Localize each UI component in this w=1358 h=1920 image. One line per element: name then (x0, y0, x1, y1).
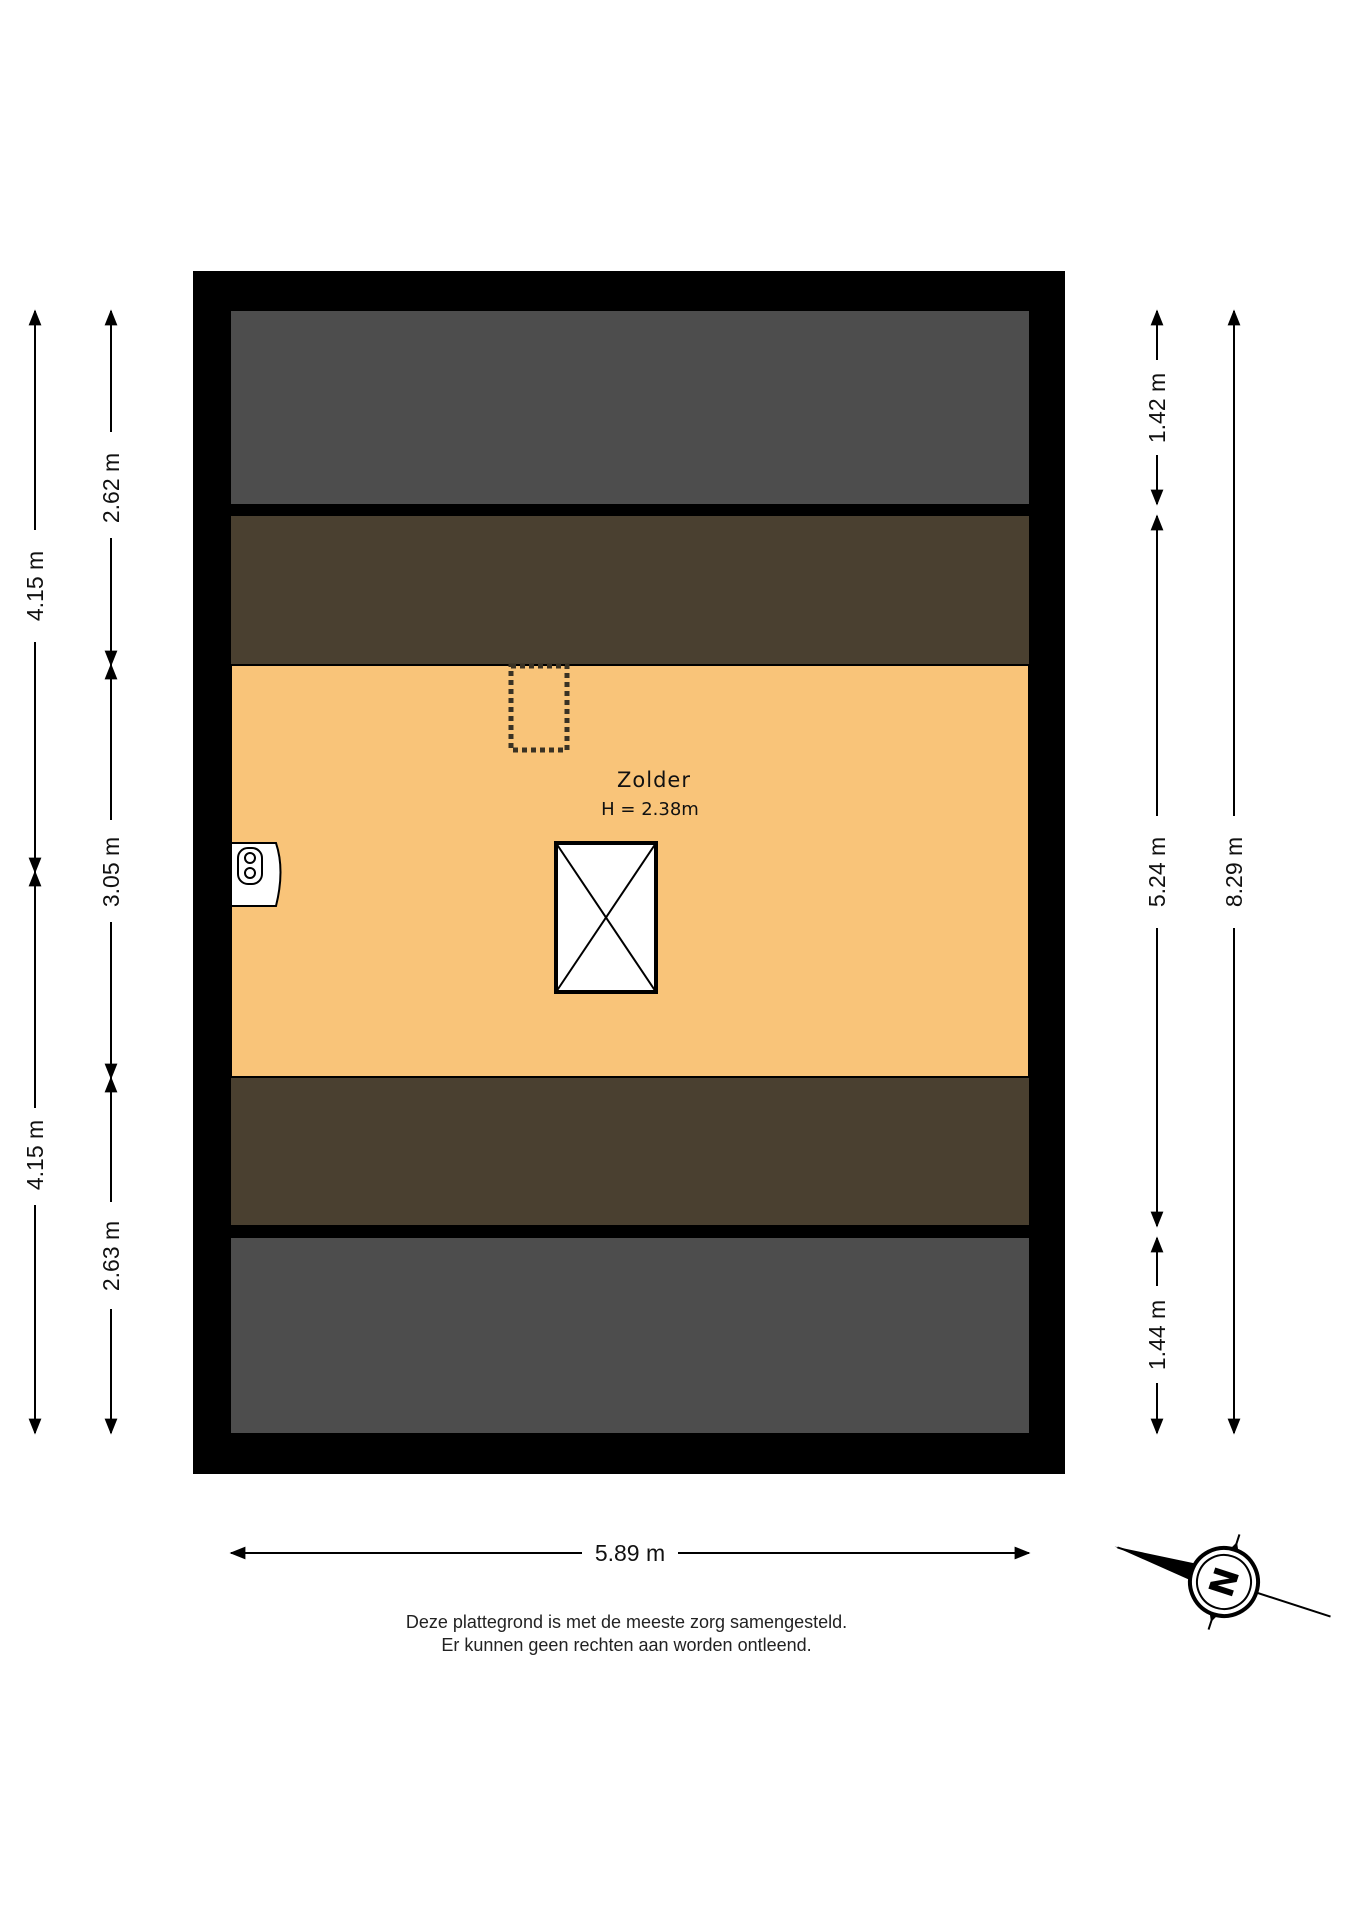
dimension-left-outer (22, 311, 48, 1433)
dimension-left-inner (98, 311, 124, 1433)
dim-right-outer-total: 8.29 m (1221, 836, 1247, 908)
roof-zone-bottom (231, 1238, 1029, 1433)
room-height: H = 2.38m (601, 799, 699, 820)
room-name: Zolder (617, 768, 691, 792)
dim-left-outer-top: 4.15 m (22, 550, 48, 622)
compass-label: N (1201, 1562, 1249, 1603)
dim-right-inner-top: 1.42 m (1144, 372, 1170, 444)
roof-slope-top (231, 516, 1029, 665)
dim-bottom-width: 5.89 m (594, 1540, 666, 1566)
disclaimer-line-2: Er kunnen geen rechten aan worden ontleend. (441, 1635, 812, 1655)
boiler-icon (231, 843, 281, 906)
dim-left-inner-top: 2.62 m (98, 452, 124, 524)
dimension-right-inner (1144, 311, 1170, 1433)
dim-right-inner-middle: 5.24 m (1144, 836, 1170, 908)
roof-zone-top (231, 311, 1029, 504)
dimension-right-outer (1221, 311, 1247, 1433)
disclaimer-line-1: Deze plattegrond is met de meeste zorg samengesteld. (405, 1612, 848, 1632)
stair-opening (556, 843, 656, 992)
dim-right-inner-bottom: 1.44 m (1144, 1299, 1170, 1371)
roof-slope-bottom (231, 1078, 1029, 1225)
dim-left-inner-bottom: 2.63 m (98, 1220, 124, 1292)
dim-left-inner-middle: 3.05 m (98, 836, 124, 908)
disclaimer (0, 1611, 1253, 1657)
dim-left-outer-bottom: 4.15 m (22, 1119, 48, 1191)
dimension-bottom-width (231, 1540, 1029, 1566)
